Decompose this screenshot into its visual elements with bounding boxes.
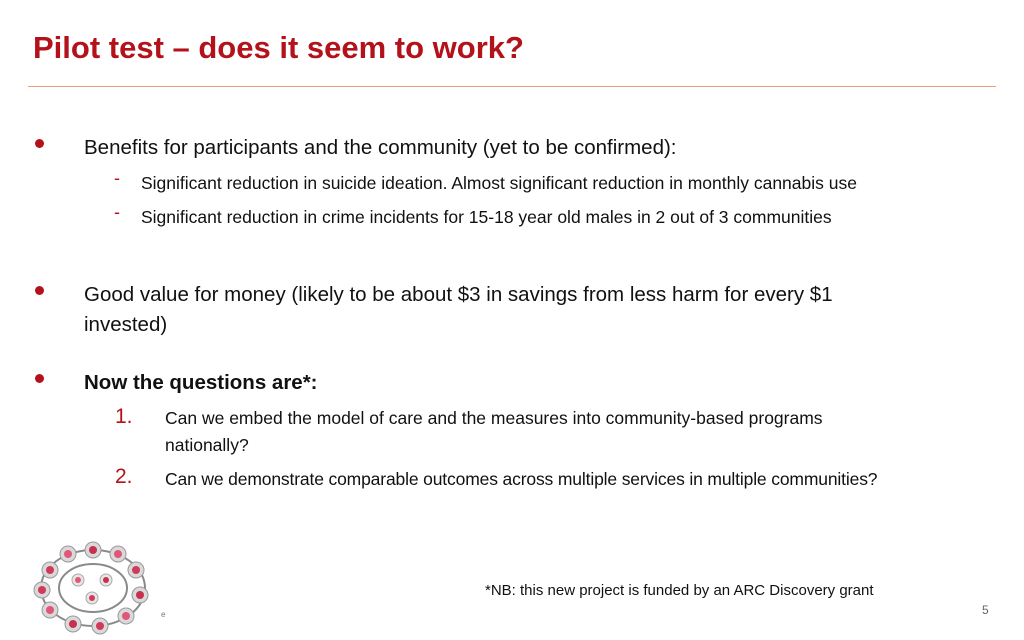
benefit-sub-2: Significant reduction in crime incidents for 15-18 year old males in 2 out of 3 communities xyxy=(141,207,832,227)
value-text-line2: invested) xyxy=(84,313,168,336)
footnote: *NB: this new project is funded by an ARC Discovery grant xyxy=(485,582,874,599)
bullet-dot-value xyxy=(35,286,44,295)
questions-heading: Now the questions are*: xyxy=(84,371,318,394)
question-number-1: 1. xyxy=(115,405,133,428)
sub-dash-1: - xyxy=(114,168,120,188)
organisation-logo-icon xyxy=(28,540,158,635)
question-1-line1: Can we embed the model of care and the measures into community-based programs xyxy=(165,408,823,428)
question-number-2: 2. xyxy=(115,465,133,488)
question-1-line2: nationally? xyxy=(165,435,249,455)
benefits-text: Benefits for participants and the community (yet to be confirmed): xyxy=(84,136,677,159)
title-divider xyxy=(28,86,996,87)
bullet-dot-benefits xyxy=(35,139,44,148)
logo-cells-icon xyxy=(34,542,148,634)
slide-title: Pilot test – does it seem to work? xyxy=(33,30,524,65)
bullet-dot-questions xyxy=(35,374,44,383)
page-number: 5 xyxy=(982,603,989,617)
sub-dash-2: - xyxy=(114,202,120,222)
logo-caption: e xyxy=(161,610,166,619)
question-2-line1: Can we demonstrate comparable outcomes across multiple services in multiple communities? xyxy=(165,469,878,489)
benefit-sub-1: Significant reduction in suicide ideation. Almost significant reduction in monthly cannabis use xyxy=(141,173,857,193)
value-text-line1: Good value for money (likely to be about $3 in savings from less harm for every $1 xyxy=(84,283,833,306)
